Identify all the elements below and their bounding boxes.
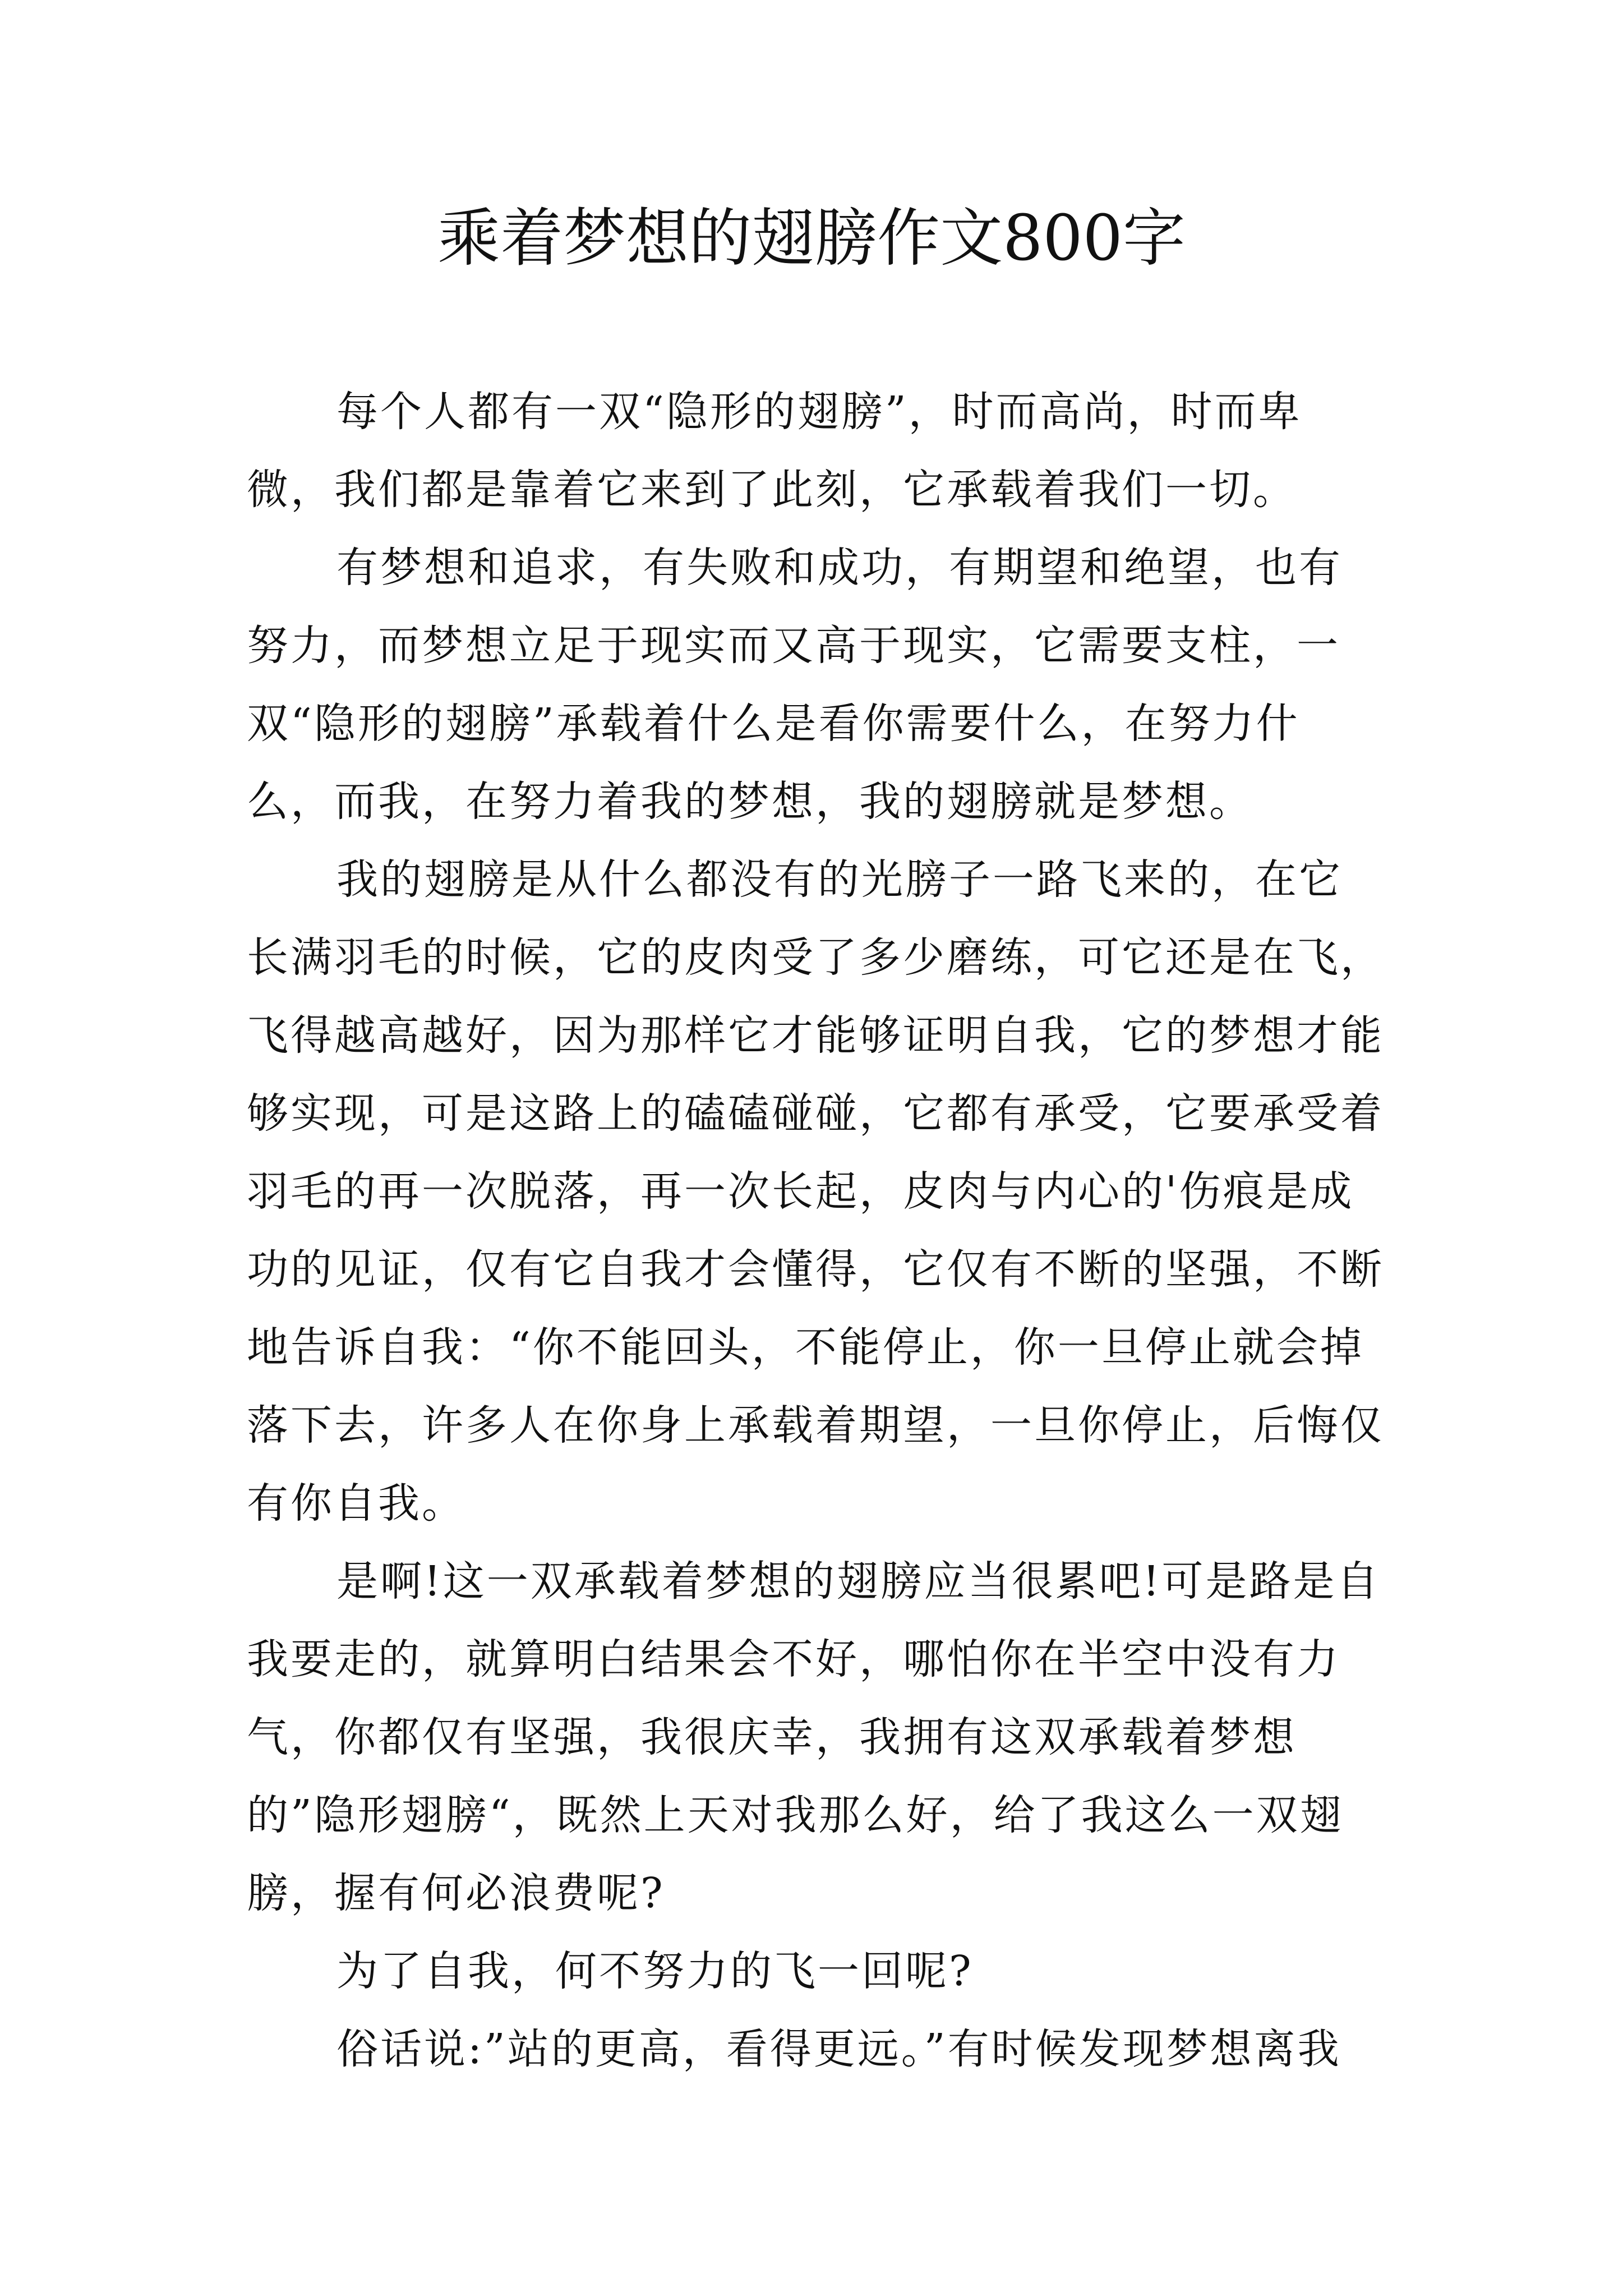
paragraph-2: 有梦想和追求，有失败和成功，有期望和绝望，也有努力，而梦想立足于现实而又高于现实，它需要支柱，一双“隐形的翅膀”承载着什么是看你需要什么，在努力什么，而我，在努力着我的梦想，我的翅膀就是梦想。 bbox=[247, 544, 1343, 826]
document-body bbox=[247, 373, 1385, 2088]
paragraph-1: 每个人都有一双“隐形的翅膀”，时而高尚，时而卑微，我们都是靠着它来到了此刻，它承载着我们一切。 bbox=[247, 388, 1302, 514]
paragraph-6: 俗话说:”站的更高，看得更远。”有时候发现梦想离我 bbox=[336, 2025, 1341, 2073]
paragraph-4: 是啊!这一双承载着梦想的翅膀应当很累吧!可是路是自我要走的，就算明白结果会不好，哪怕你在半空中没有力气，你都仅有坚强，我很庆幸，我拥有这双承载着梦想的”隐形翅膀“，既然上天对我那么好，给了我这么一双翅膀，握有何必浪费呢? bbox=[247, 1557, 1381, 1917]
document-title: 乘着梦想的翅膀作文800字 bbox=[437, 202, 1186, 275]
paragraph-3: 我的翅膀是从什么都没有的光膀子一路飞来的，在它长满羽毛的时候，它的皮肉受了多少磨练，可它还是在飞，飞得越高越好，因为那样它才能够证明自我，它的梦想才能够实现，可是这路上的磕磕碰碰，它都有承受，它要承受着羽毛的再一次脱落，再一次长起，皮肉与内心的'伤痕是成功的见证，仅有它自我才会懂得，它仅有不断的坚强，不断地告诉自我：“你不能回头，不能停止，你一旦停止就会掉落下去，许多人在你身上承载着期望，一旦你停止，后悔仅有你自我。 bbox=[247, 855, 1384, 1527]
paragraph-5: 为了自我，何不努力的飞一回呢? bbox=[336, 1947, 974, 1995]
